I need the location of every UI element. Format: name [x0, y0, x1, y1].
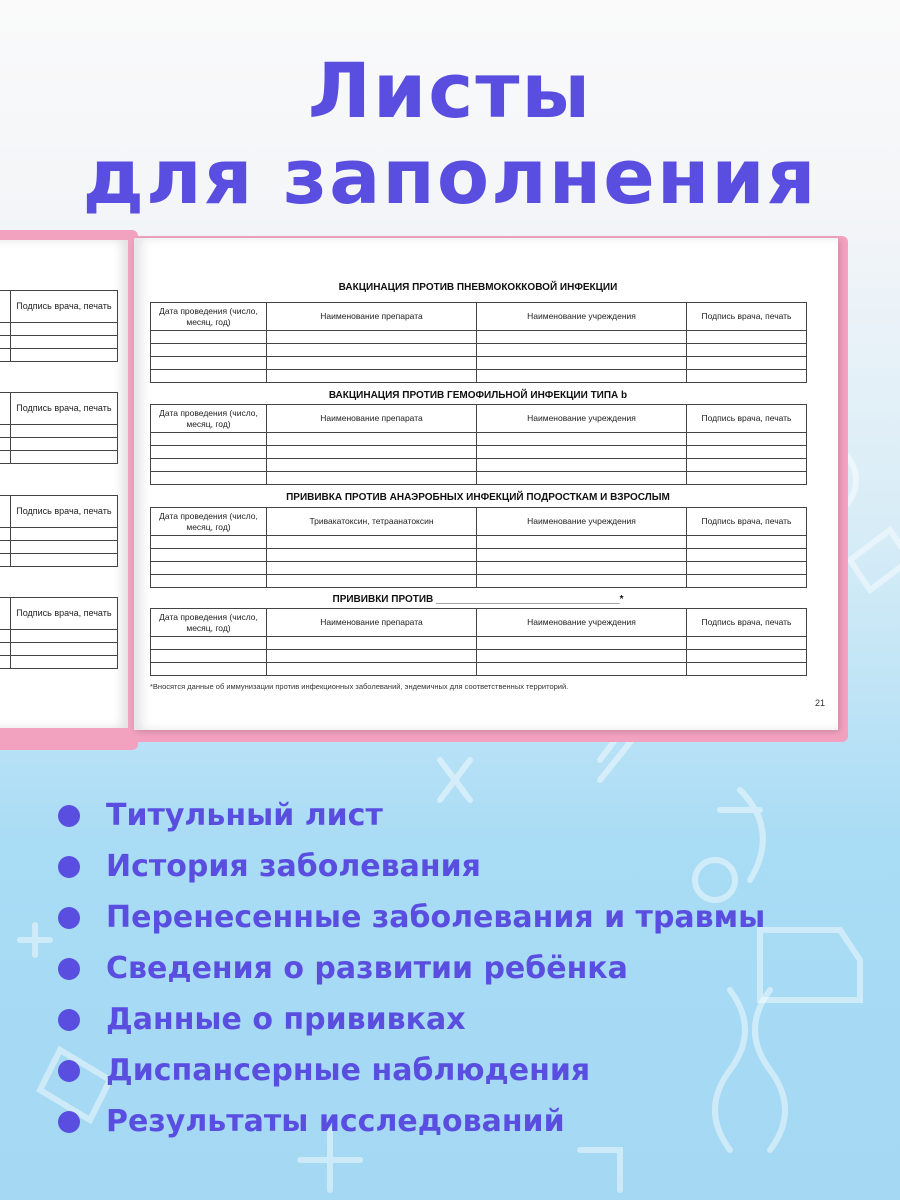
column-header: Подпись врача, печать [687, 303, 807, 331]
list-item [58, 943, 765, 994]
sign-header: Подпись врача, печать [10, 291, 117, 323]
section-title: ПРИВИВКА ПРОТИВ АНАЭРОБНЫХ ИНФЕКЦИЙ ПОДРОСТКАМ И ВЗРОСЛЫМ [286, 492, 670, 503]
vaccination-table [150, 608, 807, 676]
list-item-label: Перенесенные заболевания и травмы [106, 900, 766, 935]
feature-list [58, 790, 765, 1147]
column-header: Подпись врача, печать [687, 609, 807, 637]
bullet-dot-icon [58, 805, 80, 827]
column-header: Дата проведения (число, месяц, год) [151, 405, 267, 433]
left-table [0, 597, 118, 669]
column-header: Наименование учреждения [477, 405, 687, 433]
bullet-dot-icon [58, 1009, 80, 1031]
column-header: Наименование препарата [267, 609, 477, 637]
page-number: 21 [815, 698, 826, 708]
column-header: Наименование учреждения [477, 303, 687, 331]
section-title: ПРИВИВКИ ПРОТИВ _________________________________* [332, 594, 624, 605]
bullet-dot-icon [58, 1111, 80, 1133]
left-table [0, 495, 118, 567]
sign-header: Подпись врача, печать [10, 496, 117, 528]
page-title-line1: Листы [307, 46, 593, 135]
page-title-line2: для заполнения [82, 132, 818, 221]
list-item-label: История заболевания [106, 849, 481, 884]
list-item [58, 790, 765, 841]
column-header: Подпись врача, печать [687, 405, 807, 433]
column-header: Дата проведения (число, месяц, год) [151, 609, 267, 637]
column-header: Наименование препарата [267, 303, 477, 331]
list-item-label: Результаты исследований [106, 1104, 565, 1139]
vaccination-table [150, 302, 807, 383]
list-item [58, 841, 765, 892]
list-item [58, 994, 765, 1045]
sign-header: Подпись врача, печать [10, 598, 117, 630]
list-item-label: Титульный лист [106, 798, 383, 833]
section-title: ВАКЦИНАЦИЯ ПРОТИВ ПНЕВМОКОККОВОЙ ИНФЕКЦИИ [338, 282, 618, 293]
bullet-dot-icon [58, 907, 80, 929]
bullet-dot-icon [58, 958, 80, 980]
section-title: ВАКЦИНАЦИЯ ПРОТИВ ГЕМОФИЛЬНОЙ ИНФЕКЦИИ ТИПА b [328, 390, 628, 401]
page-title [0, 48, 900, 220]
vaccination-table [150, 404, 807, 485]
list-item [58, 1045, 765, 1096]
list-item-label: Сведения о развитии ребёнка [106, 951, 628, 986]
column-header: Наименование учреждения [477, 609, 687, 637]
sign-header: Подпись врача, печать [10, 393, 117, 425]
column-header: Дата проведения (число, месяц, год) [151, 303, 267, 331]
bullet-dot-icon [58, 1060, 80, 1082]
left-table [0, 392, 118, 464]
bullet-dot-icon [58, 856, 80, 878]
list-item [58, 1096, 765, 1147]
column-header: Тривакатоксин, тетраанатоксин [267, 508, 477, 536]
footnote: *Вносятся данные об иммунизации против инфекционных заболеваний, эндемичных для соответственных территорий. [150, 682, 569, 691]
column-header: Подпись врача, печать [687, 508, 807, 536]
column-header: Дата проведения (число, месяц, год) [151, 508, 267, 536]
vaccination-table [150, 507, 807, 588]
left-table [0, 290, 118, 362]
column-header: Наименование учреждения [477, 508, 687, 536]
book-page-left [0, 240, 128, 728]
list-item-label: Диспансерные наблюдения [106, 1053, 591, 1088]
list-item [58, 892, 765, 943]
column-header: Наименование препарата [267, 405, 477, 433]
list-item-label: Данные о прививках [106, 1002, 466, 1037]
